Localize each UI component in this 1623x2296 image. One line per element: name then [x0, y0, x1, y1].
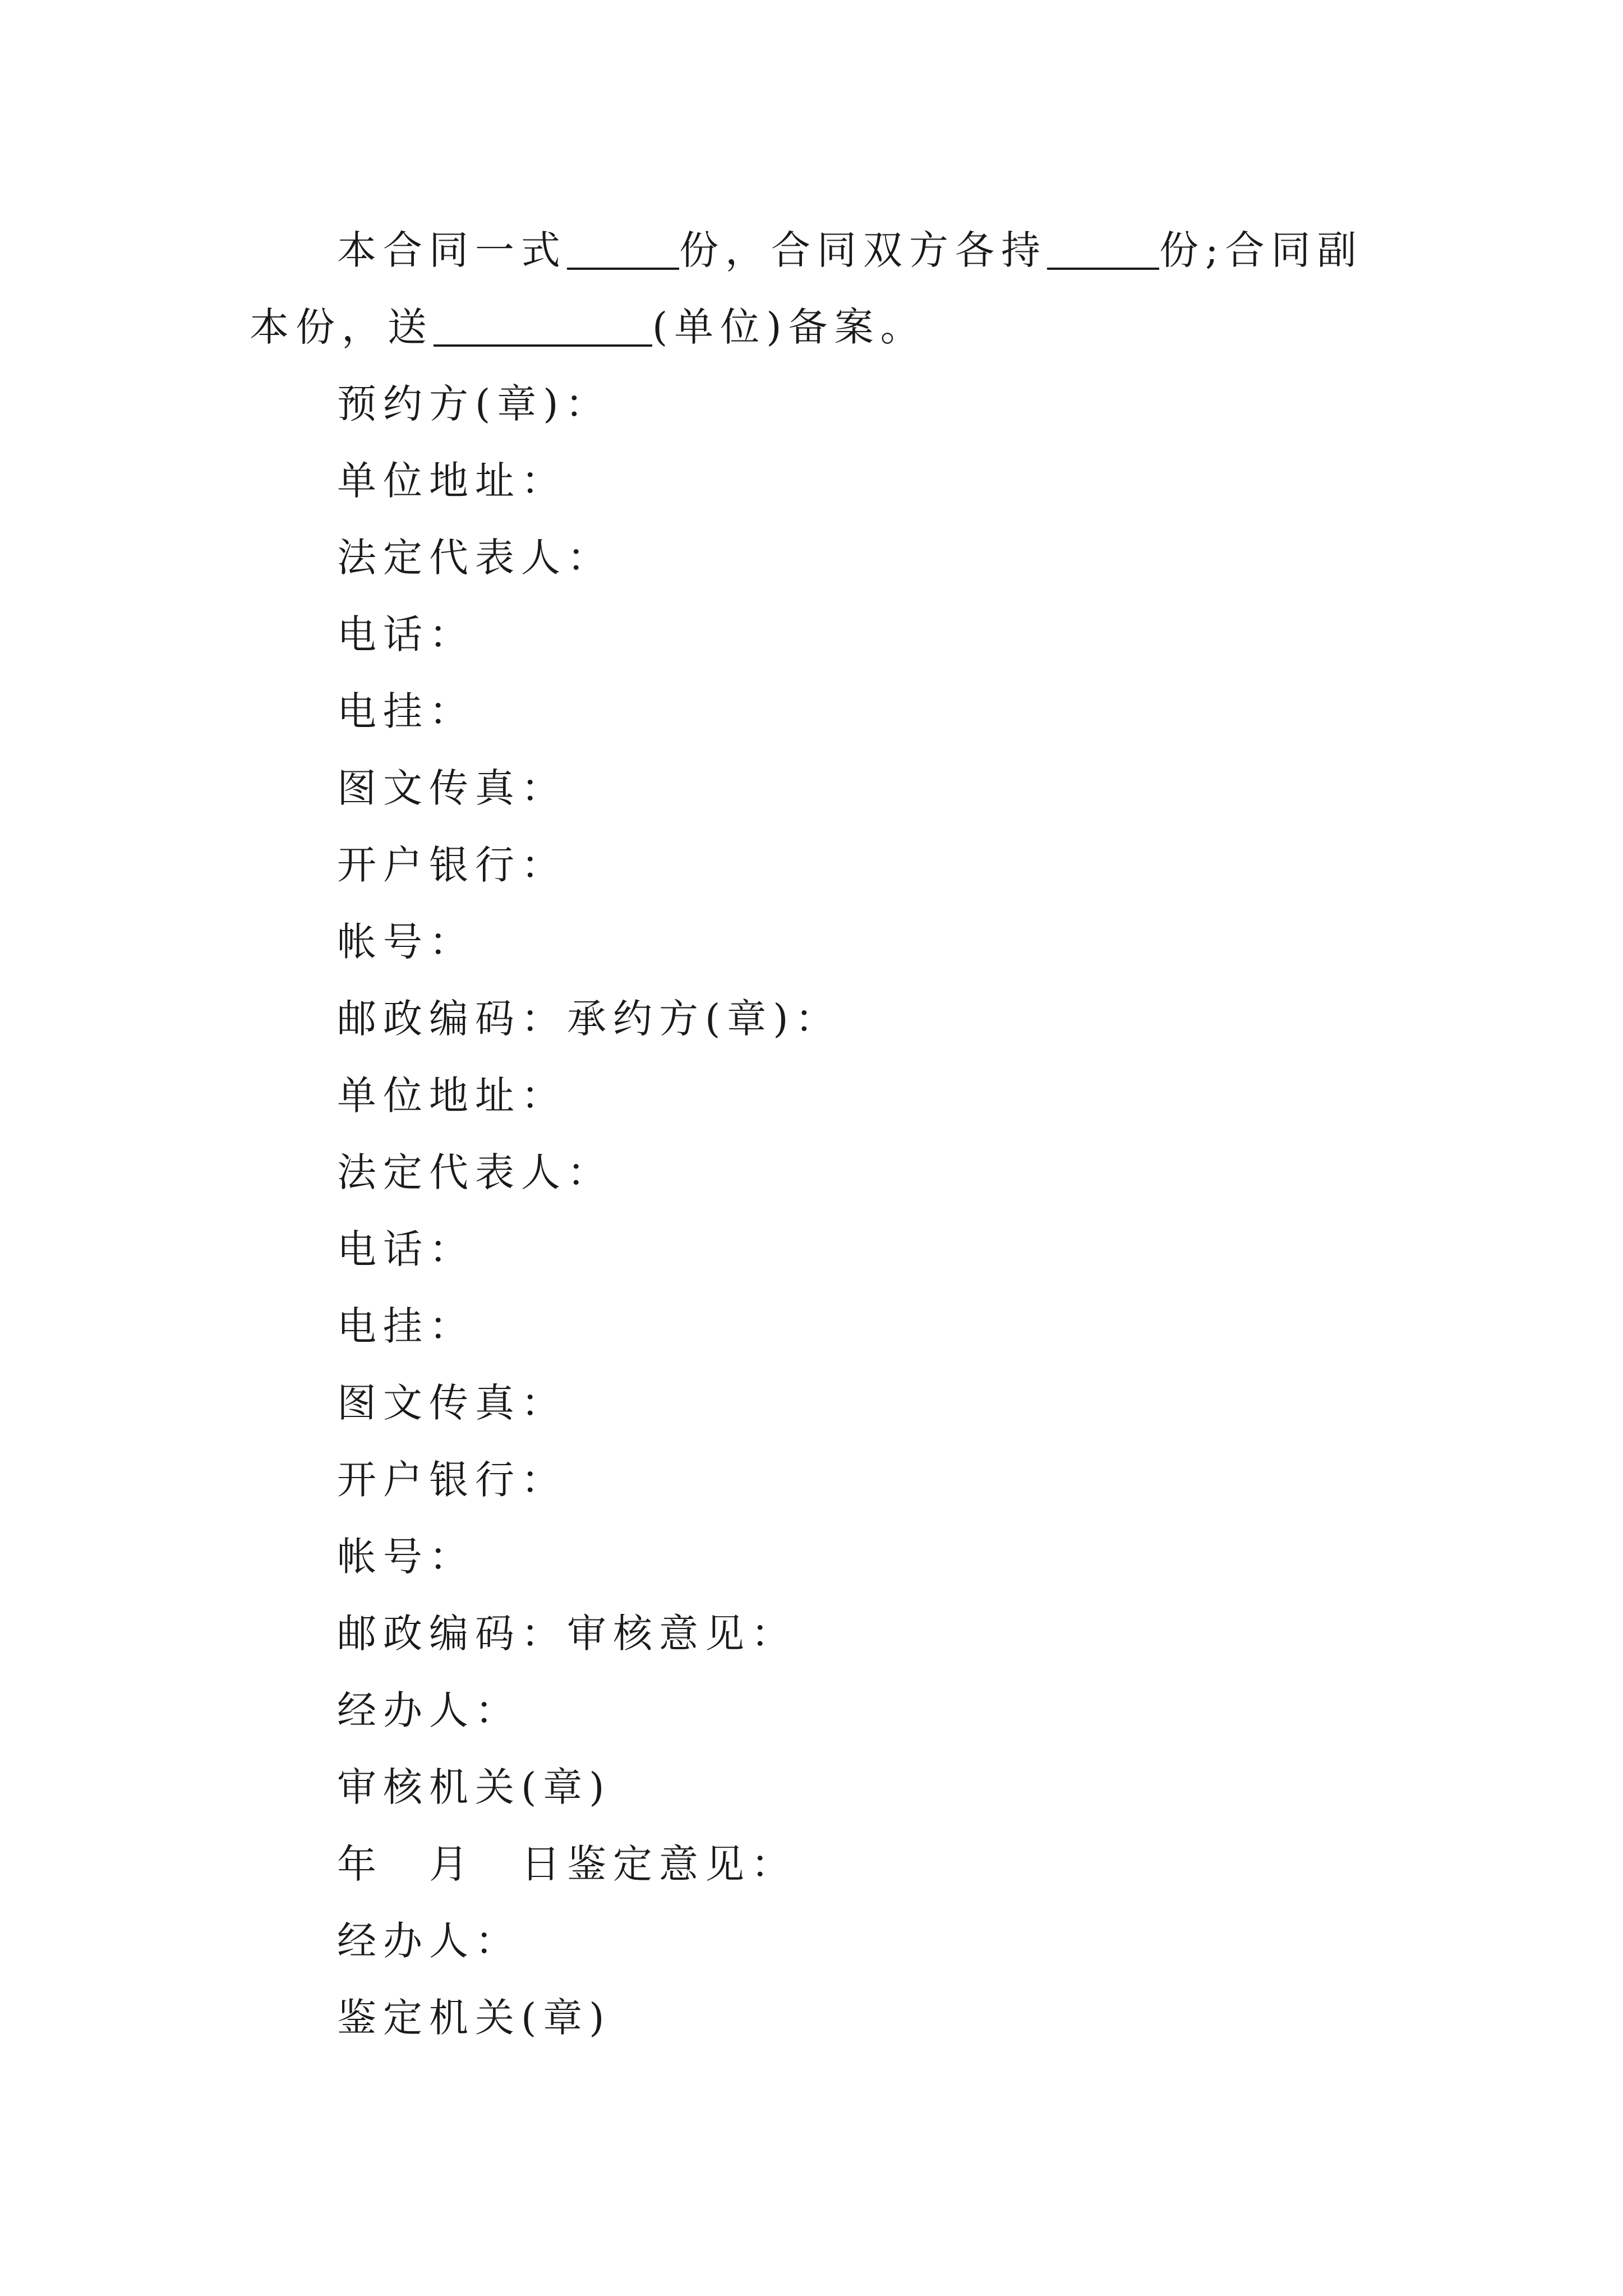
- field-line: 预约方(章)：: [337, 381, 611, 427]
- intro-text-3: 份;合同副本份，送: [250, 227, 1363, 350]
- field-line: 开户银行：: [337, 1457, 567, 1503]
- field-line: 电挂：: [337, 1303, 475, 1349]
- field-line: 法定代表人：: [337, 535, 613, 581]
- filing-unit-blank: [434, 309, 652, 347]
- field-line: 单位地址：: [337, 458, 567, 504]
- field-line: 电话：: [337, 611, 475, 657]
- field-line: 经办人：: [337, 1687, 521, 1733]
- field-line: 经办人：: [337, 1918, 521, 1964]
- field-line: 电挂：: [337, 688, 475, 734]
- copies-each-blank: [1047, 232, 1159, 270]
- field-line: 电话：: [337, 1226, 475, 1272]
- field-line: 审核机关(章): [337, 1764, 611, 1810]
- field-line: 法定代表人：: [337, 1149, 613, 1195]
- field-line: 年 月 日鉴定意见：: [337, 1841, 797, 1887]
- intro-text-2: 份，合同双方各持: [679, 227, 1047, 273]
- intro-paragraph: [250, 212, 1394, 366]
- field-line: 邮政编码：承约方(章)：: [337, 996, 841, 1042]
- intro-text-4: (单位)备案。: [652, 304, 926, 350]
- field-line: 图文传真：: [337, 1380, 567, 1426]
- field-line: 开户银行：: [337, 842, 567, 888]
- field-line: 图文传真：: [337, 765, 567, 811]
- field-line: 鉴定机关(章): [337, 1995, 611, 2041]
- field-line: 帐号：: [337, 1534, 475, 1580]
- field-line: 单位地址：: [337, 1073, 567, 1119]
- intro-text-1: 本合同一式: [337, 227, 567, 273]
- copies-total-blank: [567, 232, 679, 270]
- field-line: 邮政编码：审核意见：: [337, 1611, 797, 1657]
- field-line: 帐号：: [337, 919, 475, 965]
- signature-field-list: [337, 366, 841, 2056]
